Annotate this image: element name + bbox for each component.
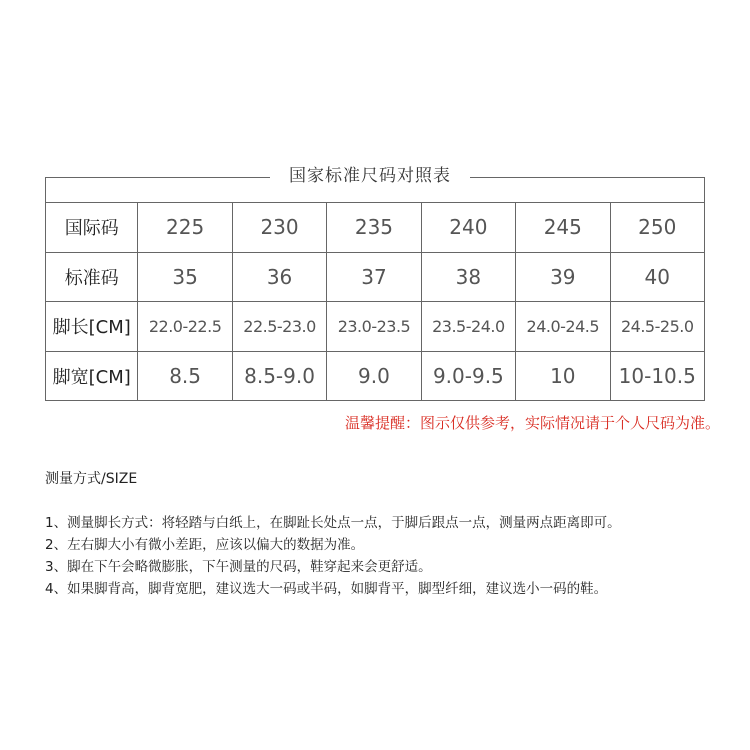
table-cell: 22.0-22.5 — [138, 302, 232, 352]
table-cell: 40 — [610, 252, 704, 302]
list-item: 1、测量脚长方式：将轻踏与白纸上，在脚趾长处点一点，于脚后跟点一点，测量两点距离即可。 — [45, 515, 621, 531]
row-label: 标准码 — [46, 252, 138, 302]
table-cell: 240 — [421, 203, 515, 253]
table-cell: 9.0 — [327, 351, 421, 401]
table-cell: 10-10.5 — [610, 351, 704, 401]
measurement-method-title: 测量方式/SIZE — [45, 471, 138, 487]
table-row-foot-width — [46, 351, 705, 401]
table-cell: 245 — [516, 203, 610, 253]
table-cell: 23.5-24.0 — [421, 302, 515, 352]
table-cell: 250 — [610, 203, 704, 253]
table-cell: 39 — [516, 252, 610, 302]
table-row-international-size — [46, 203, 705, 253]
table-cell: 38 — [421, 252, 515, 302]
table-cell: 8.5 — [138, 351, 232, 401]
list-item: 2、左右脚大小有微小差距，应该以偏大的数据为准。 — [45, 537, 365, 553]
size-table — [45, 202, 705, 401]
list-item: 4、如果脚背高，脚背宽肥，建议选大一码或半码，如脚背平，脚型纤细，建议选小一码的鞋。 — [45, 581, 608, 597]
row-label: 脚长[CM] — [46, 302, 138, 352]
table-cell: 24.0-24.5 — [516, 302, 610, 352]
table-cell: 22.5-23.0 — [232, 302, 326, 352]
row-label: 脚宽[CM] — [46, 351, 138, 401]
reminder-note: 温馨提醒：图示仅供参考，实际情况请于个人尺码为准。 — [344, 414, 720, 432]
table-cell: 230 — [232, 203, 326, 253]
size-chart-title: 国家标准尺码对照表 — [270, 164, 470, 188]
table-cell: 10 — [516, 351, 610, 401]
list-item: 3、脚在下午会略微膨胀，下午测量的尺码，鞋穿起来会更舒适。 — [45, 559, 432, 575]
table-cell: 225 — [138, 203, 232, 253]
table-cell: 8.5-9.0 — [232, 351, 326, 401]
table-cell: 9.0-9.5 — [421, 351, 515, 401]
table-cell: 24.5-25.0 — [610, 302, 704, 352]
table-cell: 35 — [138, 252, 232, 302]
table-cell: 37 — [327, 252, 421, 302]
table-cell: 36 — [232, 252, 326, 302]
table-cell: 23.0-23.5 — [327, 302, 421, 352]
table-row-foot-length — [46, 302, 705, 352]
measurement-steps-list — [45, 512, 735, 600]
table-row-standard-size — [46, 252, 705, 302]
table-cell: 235 — [327, 203, 421, 253]
row-label: 国际码 — [46, 203, 138, 253]
